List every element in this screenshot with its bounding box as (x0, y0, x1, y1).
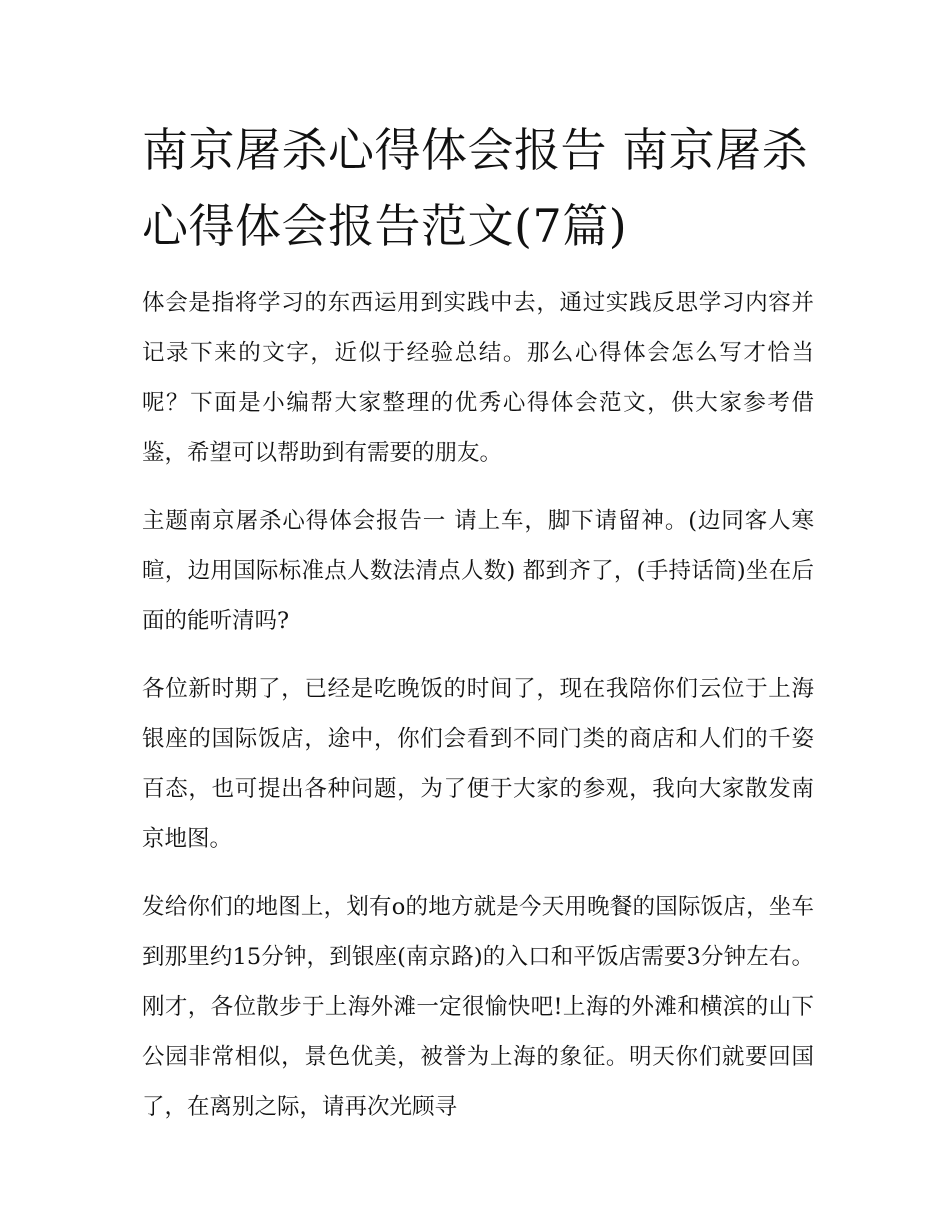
document-title: 南京屠杀心得体会报告 南京屠杀心得体会报告范文(7篇) (142, 123, 809, 253)
intro-paragraph: 体会是指将学习的东西运用到实践中去，通过实践反思学习内容并记录下来的文字，近似于经验总结。那么心得体会怎么写才恰当呢？下面是小编帮大家整理的优秀心得体会范文，供大家参考借鉴，希望可以帮助到有需要的朋友。 (142, 290, 814, 466)
document-body (142, 112, 814, 1132)
body-paragraph-2: 各位新时期了，已经是吃晚饭的时间了，现在我陪你们云位于上海银座的国际饭店，途中，你们会看到不同门类的商店和人们的千姿百态，也可提出各种问题，为了便于大家的参观，我向大家散发南京地图。 (142, 676, 814, 852)
body-paragraph-1: 主题南京屠杀心得体会报告一 请上车，脚下请留神。(边同客人寒暄，边用国际标准点人数法清点人数) 都到齐了，(手持话筒)坐在后面的能听清吗? (142, 508, 814, 634)
body-paragraph-3: 发给你们的地图上，划有o的地方就是今天用晚餐的国际饭店，坐车到那里约15分钟，到银座(南京路)的入口和平饭店需要3分钟左右。刚才，各位散步于上海外滩一定很愉快吧!上海的外滩和横滨的山下公园非常相似，景色优美，被誉为上海的象征。明天你们就要回国了，在离别之际，请再次光顾寻 (142, 894, 814, 1120)
